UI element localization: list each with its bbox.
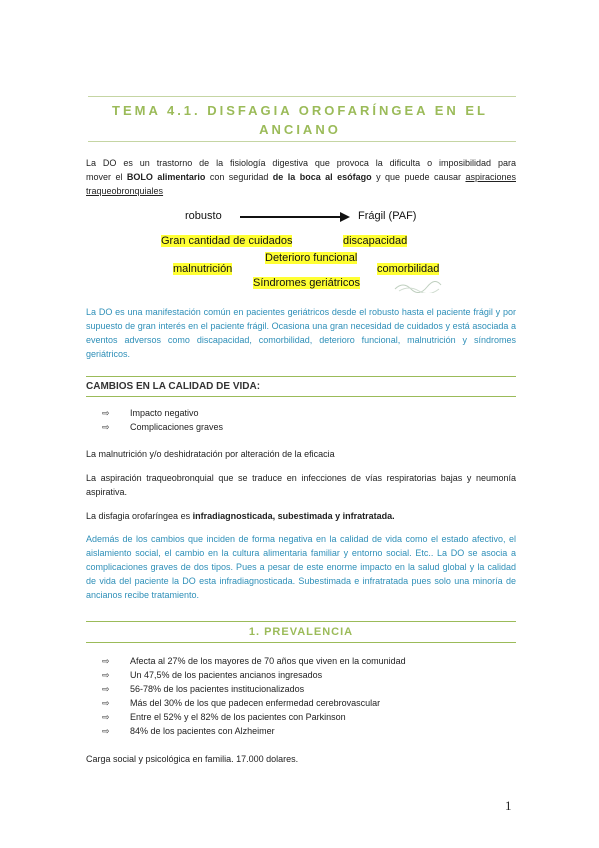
paragraph-disfagia-bold: infradiagnosticada, subestimada y infratratada. bbox=[192, 511, 395, 521]
bullet-text: Un 47,5% de los pacientes ancianos ingresados bbox=[130, 670, 323, 680]
diagram-robusto: robusto bbox=[185, 210, 222, 222]
bullet-text: Complicaciones graves bbox=[130, 422, 224, 432]
list-item bbox=[102, 420, 223, 434]
diagram-item-cuidados: Gran cantidad de cuidados bbox=[161, 235, 293, 247]
paragraph-malnutricion: La malnutrición y/o deshidratación por alteración de la eficacia bbox=[86, 449, 335, 459]
bullet-text: 56-78% de los pacientes institucionalizados bbox=[130, 684, 305, 694]
intro-underline: aspiraciones bbox=[465, 172, 516, 182]
intro-bold-bolo: BOLO alimentario bbox=[126, 172, 206, 182]
page-title bbox=[80, 101, 520, 139]
intro-paragraph bbox=[86, 156, 516, 198]
bullet-text: 84% de los pacientes con Alzheimer bbox=[130, 726, 275, 736]
teal-paragraph-2: Además de los cambios que inciden de forma negativa en la calidad de vida como el estado afectivo, el aislamiento social, el cambio en la cultura alimentaria familiar y entorno social. Etc.. La DO se asocia a complicaciones graves de dos tipos. Pues a pesar de este enorme impacto en la salud global y la calidad de vida del paciente la DO esta infradiagnosticada. Subestimada e infratratada pues solo una minoría de ancianos recibe tratamiento. bbox=[86, 534, 516, 600]
right-arrow-icon: ⇨ bbox=[102, 726, 110, 736]
list-item bbox=[102, 654, 406, 668]
right-arrow-icon: ⇨ bbox=[102, 684, 110, 694]
list-item bbox=[102, 710, 406, 724]
diagram-item-deterioro: Deterioro funcional bbox=[265, 252, 358, 264]
section-heading-prevalencia: 1. PREVALENCIA bbox=[248, 626, 354, 638]
paragraph-disfagia-text: La disfagia orofaríngea es bbox=[86, 511, 193, 521]
list-item bbox=[102, 668, 406, 682]
bullet-text: Impacto negativo bbox=[130, 408, 199, 418]
intro-text: y que puede causar bbox=[371, 172, 466, 182]
intro-text: con seguridad bbox=[205, 172, 273, 182]
right-arrow-icon: ⇨ bbox=[102, 422, 110, 432]
right-arrow-icon bbox=[240, 211, 350, 223]
list-item bbox=[102, 696, 406, 710]
intro-bold-boca: de la boca al esófago bbox=[272, 172, 372, 182]
paragraph-carga: Carga social y psicológica en familia. 17.000 dolares. bbox=[86, 754, 299, 764]
page-number: 1 bbox=[505, 798, 512, 813]
right-arrow-icon: ⇨ bbox=[102, 698, 110, 708]
diagram-item-malnutricion: malnutrición bbox=[173, 263, 233, 275]
page-title-line2: ANCIANO bbox=[259, 122, 341, 137]
diagram-item-comorbilidad: comorbilidad bbox=[377, 263, 440, 275]
bullets-prevalencia bbox=[102, 654, 406, 738]
frailty-diagram bbox=[155, 207, 445, 295]
diagram-item-discapacidad: discapacidad bbox=[343, 235, 408, 247]
section-heading-calidad-vida: CAMBIOS EN LA CALIDAD DE VIDA: bbox=[86, 381, 261, 392]
section2-bottom-rule bbox=[86, 642, 516, 643]
teal-paragraph-1: La DO es una manifestación común en pacientes geriátricos desde el robusto hasta el paciente frágil y por supuesto de gran interés en el paciente frágil. Ocasiona una gran necesidad de cuidados y está asociada a eventos adversos como discapacidad, comorbilidad, deterioro funcional, malnutrición y síndromes geriátricos. bbox=[86, 307, 516, 359]
intro-underline-2: traqueobronquiales bbox=[86, 186, 164, 196]
diagram-item-sindromes: Síndromes geriátricos bbox=[253, 277, 360, 289]
bullet-text: Más del 30% de los que padecen enfermedad cerebrovascular bbox=[130, 698, 381, 708]
page-title-line1: TEMA 4.1. DISFAGIA OROFARÍNGEA EN EL bbox=[112, 103, 488, 118]
right-arrow-icon: ⇨ bbox=[102, 670, 110, 680]
intro-line1: La DO es un trastorno de la fisiología digestiva que provoca la dificulta o imposibilidad para bbox=[86, 158, 516, 168]
paragraph-disfagia bbox=[86, 509, 516, 523]
paragraph-aspiracion: La aspiración traqueobronquial que se traduce en infecciones de vías respiratorias bajas y neumonía aspirativa. bbox=[86, 473, 516, 497]
intro-text: mover el bbox=[86, 172, 127, 182]
right-arrow-icon: ⇨ bbox=[102, 656, 110, 666]
bullet-text: Afecta al 27% de los mayores de 70 años que viven en la comunidad bbox=[130, 656, 406, 666]
intro-line3 bbox=[86, 184, 516, 198]
right-arrow-icon: ⇨ bbox=[102, 712, 110, 722]
title-top-rule bbox=[88, 96, 516, 97]
title-bottom-rule bbox=[88, 141, 516, 142]
intro-line2 bbox=[86, 170, 516, 184]
section1-bottom-rule bbox=[86, 396, 516, 397]
list-item bbox=[102, 682, 406, 696]
bullets-calidad bbox=[102, 406, 223, 434]
right-arrow-icon: ⇨ bbox=[102, 408, 110, 418]
decorative-logo-icon bbox=[393, 279, 443, 293]
list-item bbox=[102, 406, 223, 420]
bullet-text: Entre el 52% y el 82% de los pacientes con Parkinson bbox=[130, 712, 346, 722]
diagram-fragil: Frágil (PAF) bbox=[358, 210, 417, 222]
section1-top-rule bbox=[86, 376, 516, 377]
section2-top-rule bbox=[86, 621, 516, 622]
list-item bbox=[102, 724, 406, 738]
